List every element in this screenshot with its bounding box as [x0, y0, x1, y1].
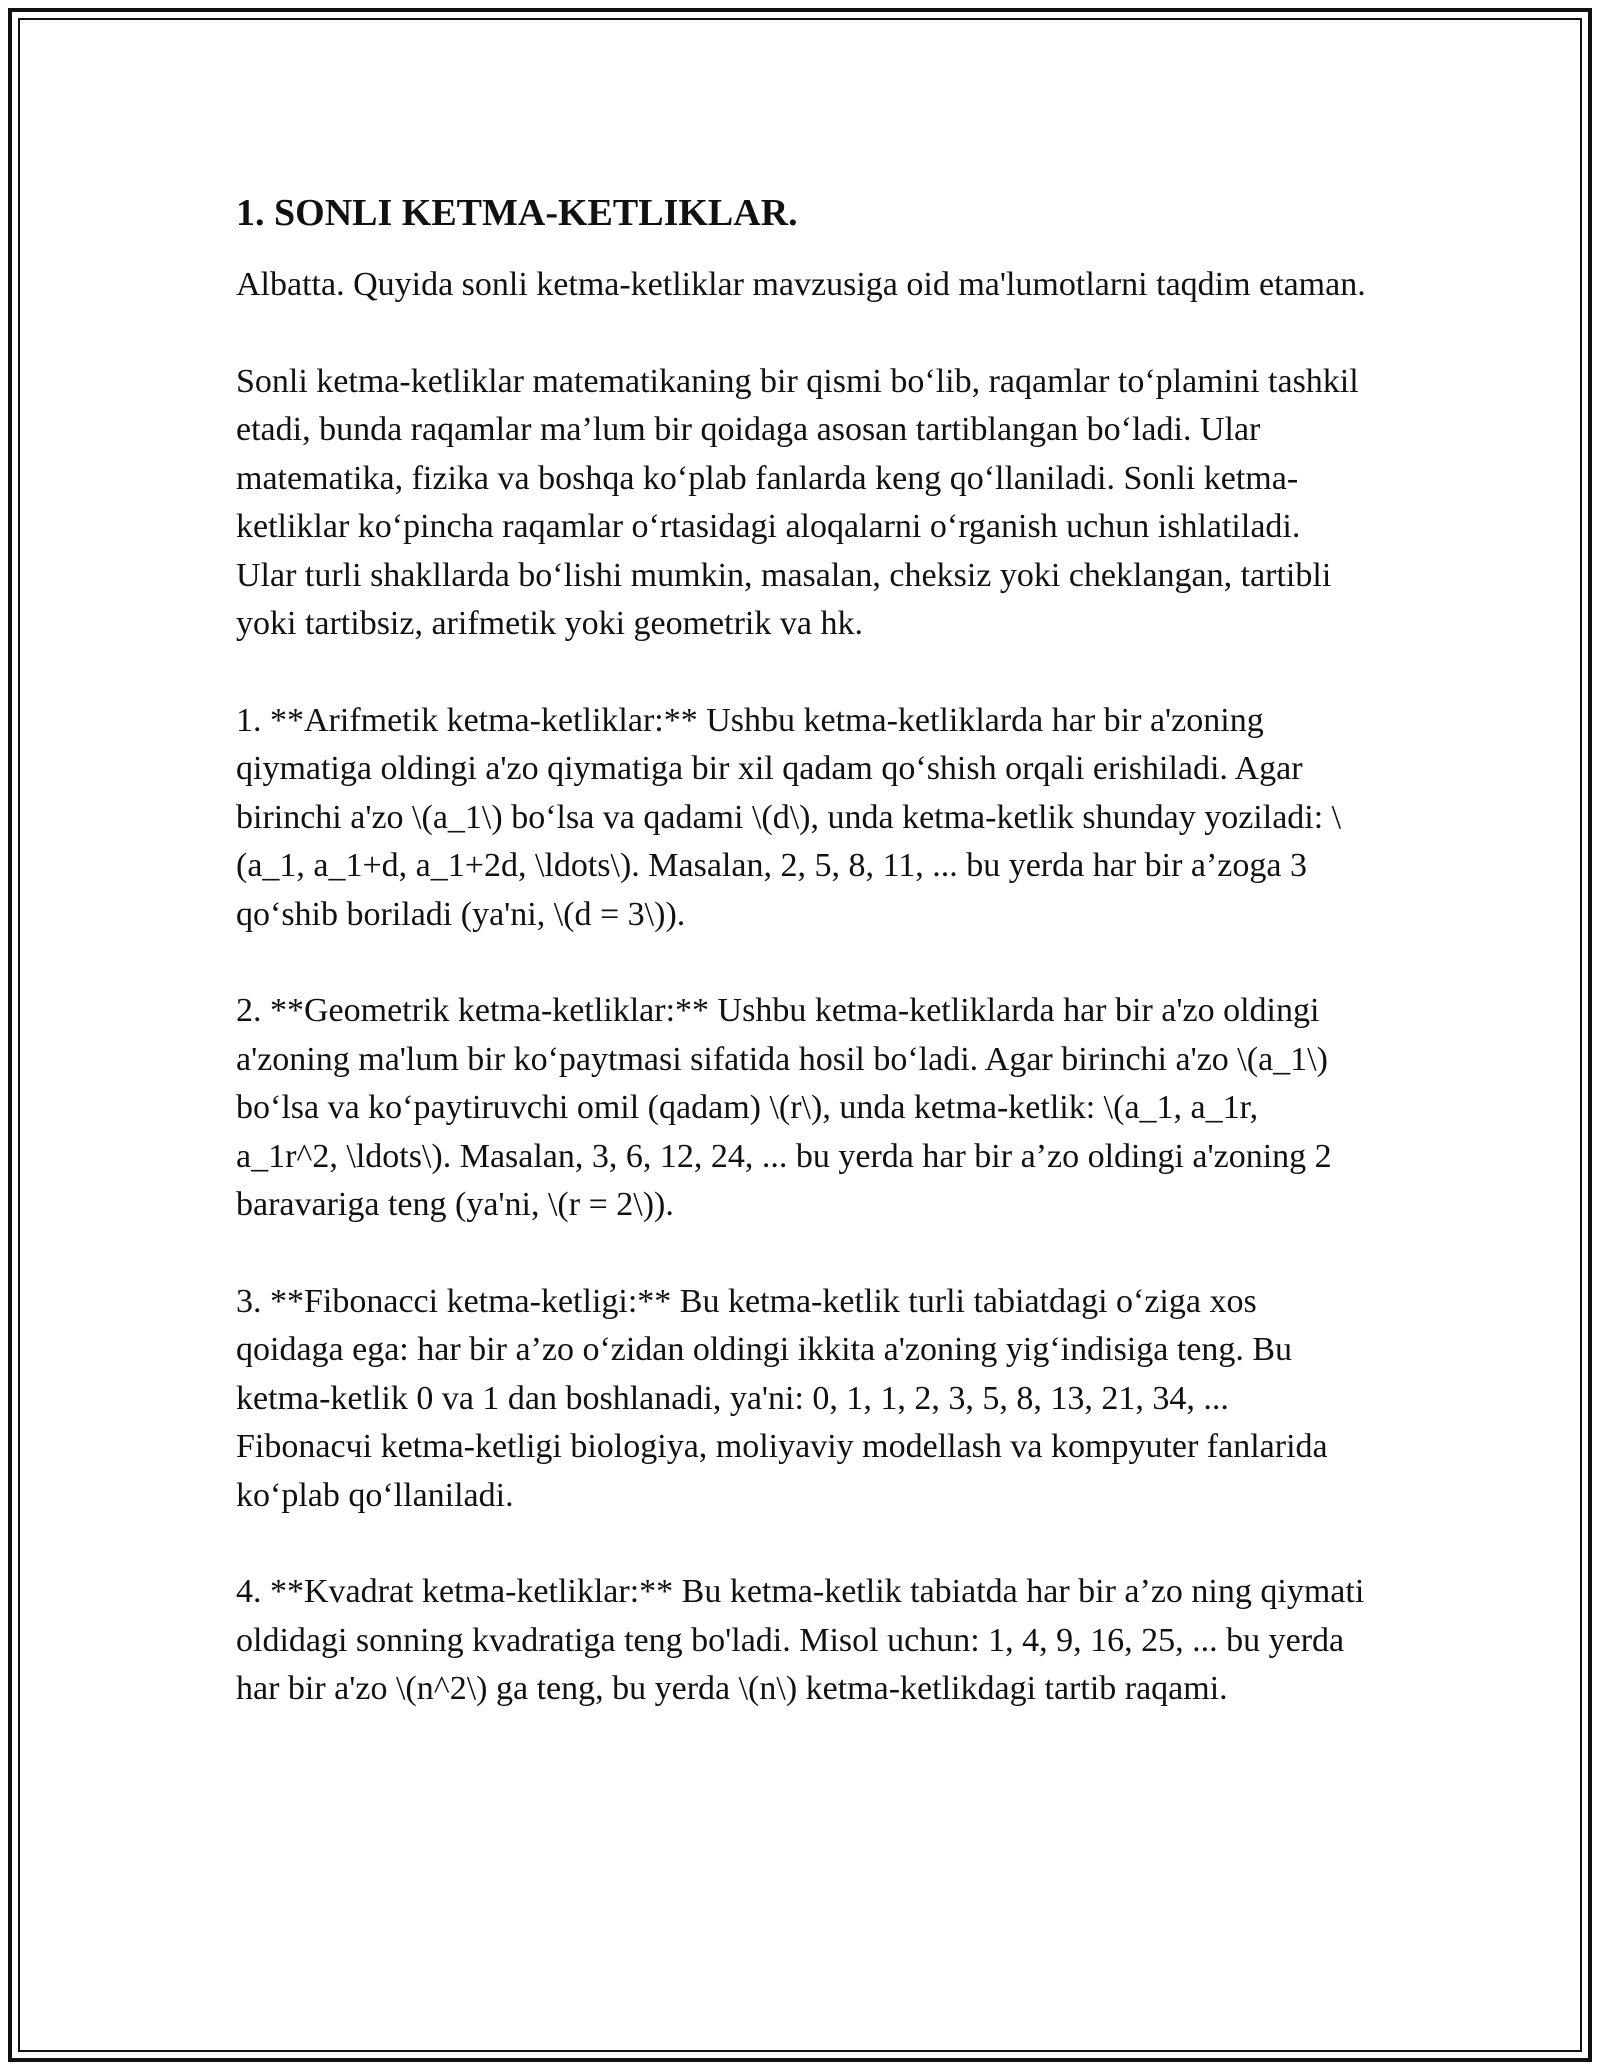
document-title: 1. SONLI KETMA-KETLIKLAR.: [236, 192, 798, 234]
fibonacci-sequence-paragraph: 3. **Fibonacci ketma-ketligi:** Bu ketma-ketlik turli tabiatdagi o‘ziga xos qoidaga ega: har bir a’zo o‘zidan oldingi ikkita a'zoning yig‘indisiga teng. Bu ketma-ketlik 0 va 1 dan boshlanadi, ya'ni: 0, 1, 1, 2, 3, 5, 8, 13, 21, 34, ... Fibonacчi ketma-ketligi biologiya, moliyaviy modellash va kompyuter fanlarida ko‘plab qo‘llaniladi.: [236, 1282, 1328, 1514]
document-body: [236, 185, 1366, 1762]
arithmetic-sequence-paragraph: 1. **Arifmetik ketma-ketliklar:** Ushbu ketma-ketliklarda har bir a'zoning qiymatiga oldingi a'zo qiymatiga bir xil qadam qo‘shish orqali erishiladi. Agar birinchi a'zo \(a_1\) bo‘lsa va qadami \(d\), unda ketma-ketlik shunday yoziladi: \(a_1, a_1+d, a_1+2d, \ldots\). Masalan, 2, 5, 8, 11, ... bu yerda har bir a’zoga 3 qo‘shib boriladi (ya'ni, \(d = 3\)).: [236, 701, 1342, 933]
overview-paragraph: Sonli ketma-ketliklar matematikaning bir qismi bo‘lib, raqamlar to‘plamini tashkil etadi, bunda raqamlar ma’lum bir qoidaga asosan tartiblangan bo‘ladi. Ular matematika, fizika va boshqa ko‘plab fanlarda keng qo‘llaniladi. Sonli ketma-ketliklar ko‘pincha raqamlar o‘rtasidagi aloqalarni o‘rganish uchun ishlatiladi. Ular turli shakllarda bo‘lishi mumkin, masalan, cheksiz yoki cheklangan, tartibli yoki tartibsiz, arifmetik yoki geometrik va hk.: [236, 362, 1359, 642]
square-sequence-paragraph: 4. **Kvadrat ketma-ketliklar:** Bu ketma-ketlik tabiatda har bir a’zo ning qiymati oldidagi sonning kvadratiga teng bo'ladi. Misol uchun: 1, 4, 9, 16, 25, ... bu yerda har bir a'zo \(n^2\) ga teng, bu yerda \(n\) ketma-ketlikdagi tartib raqami.: [236, 1573, 1365, 1707]
geometric-sequence-paragraph: 2. **Geometrik ketma-ketliklar:** Ushbu ketma-ketliklarda har bir a'zo oldingi a'zoning ma'lum bir ko‘paytmasi sifatida hosil bo‘ladi. Agar birinchi a'zo \(a_1\) bo‘lsa va ko‘paytiruvchi omil (qadam) \(r\), unda ketma-ketlik: \(a_1, a_1r, a_1r^2, \ldots\). Masalan, 3, 6, 12, 24, ... bu yerda har bir a’zo oldingi a'zoning 2 baravariga teng (ya'ni, \(r = 2\)).: [236, 992, 1332, 1223]
intro-paragraph: Albatta. Quyida sonli ketma-ketliklar mavzusiga oid ma'lumotlarni taqdim etaman.: [236, 266, 1366, 303]
